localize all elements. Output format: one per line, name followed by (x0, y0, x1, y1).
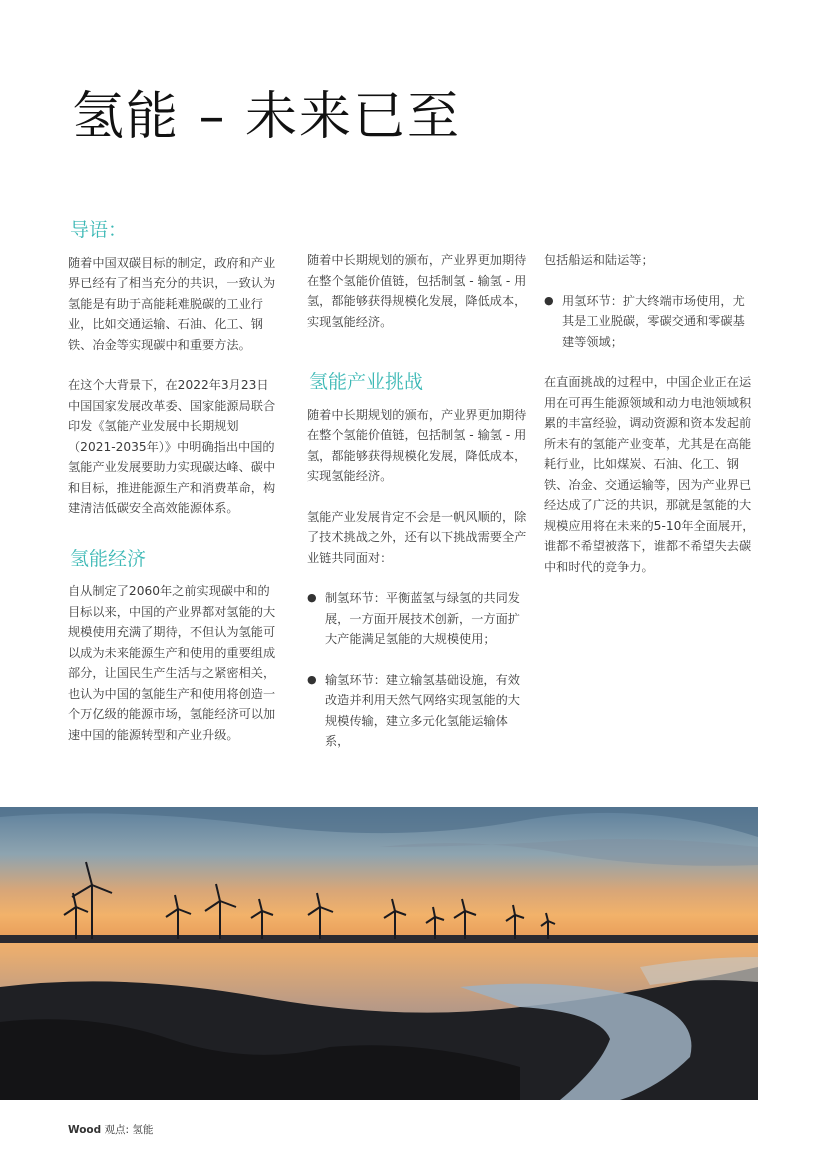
intro-heading: 导语： (70, 219, 128, 241)
column-1 (68, 218, 280, 745)
challenge-paragraph-1: 随着中长期规划的颁布，产业界更加期待在整个氢能价值链，包括制氢 - 输氢 - 用氢，都能够获得规模化发展，降低成本，实现氢能经济。 (307, 407, 527, 484)
challenge-paragraph-2: 氢能产业发展肯定不会是一帆风顺的，除了技术挑战之外，还有以下挑战需要全产业链共同面对： (307, 509, 527, 565)
column-3 (544, 250, 756, 577)
bullet-dot-icon: ● (307, 672, 317, 686)
economy-heading: 氢能经济 (70, 547, 147, 570)
column-2 (307, 250, 527, 752)
intro-paragraph-1: 随着中国双碳目标的制定，政府和产业界已经有了相当充分的共识，一致认为氢能是有助于高能耗难脱碳的工业行业，比如交通运输、石油、化工、钢铁、冶金等实现碳中和重要方法。 (68, 255, 276, 352)
wind-turbines-sunset-photo (0, 807, 758, 1100)
intro-paragraph-2: 在这个大背景下，在2022年3月23日中国国家发展改革委、国家能源局联合印发《氢能产业发展中长期规划（2021-2035年）》中明确指出中国的氢能产业发展要助力实现碳达峰、碳中和目标，推进能源生产和消费革命，构建清洁低碳安全高效能源体系。 (68, 378, 276, 516)
col3-bullet (544, 291, 756, 353)
challenge-bullet-1-text: 制氢环节：平衡蓝氢与绿氢的共同发展，一方面开展技术创新，一方面扩大产能满足氢能的大规模使用； (325, 591, 520, 647)
col2-top-paragraph: 随着中长期规划的颁布，产业界更加期待在整个氢能价值链，包括制氢 - 输氢 - 用氢，都能够获得规模化发展，降低成本，实现氢能经济。 (307, 253, 527, 329)
col3-continuation: 包括船运和陆运等； (544, 253, 654, 267)
challenge-bullet-2 (307, 670, 527, 752)
bullet-dot-icon: ● (544, 293, 554, 307)
col3-bullet-text: 用氢环节：扩大终端市场使用，尤其是工业脱碳，零碳交通和零碳基建等领域； (562, 293, 745, 349)
page-title: 氢能 – 未来已至 (72, 87, 462, 147)
challenge-heading: 氢能产业挑战 (309, 371, 424, 393)
footer-text: 观点: 氢能 (104, 1124, 154, 1136)
economy-paragraph: 自从制定了2060年之前实现碳中和的目标以来，中国的产业界都对氢能的大规模使用充满了期待，不但认为氢能可以成为未来能源生产和使用的重要组成部分，让国民生产生活与之紧密相关，也认为中国的氢能生产和使用将创造一个万亿级的能源市场，氢能经济可以加速中国的能源转型和产业升级。 (68, 584, 276, 742)
challenge-bullet-1 (307, 588, 527, 650)
challenge-bullet-2-text: 输氢环节：建立输氢基础设施，有效改造并利用天然气网络实现氢能的大规模传输，建立多元化氢能运输体系， (325, 672, 520, 749)
page-footer (68, 1122, 153, 1137)
col3-closing-paragraph: 在直面挑战的过程中，中国企业正在运用在可再生能源领域和动力电池领域积累的丰富经验，调动资源和资本发起前所未有的氢能产业变革，尤其是在高能耗行业，比如煤炭、石油、化工、钢铁、冶金、交通运输等，因为产业界已经达成了广泛的共识，那就是氢能的大规模应用将在未来的5-10年全面展开，谁都不希望被落下，谁都不希望失去碳中和时代的竞争力。 (544, 375, 755, 574)
bullet-dot-icon: ● (307, 591, 317, 605)
footer-brand: Wood (68, 1124, 102, 1136)
